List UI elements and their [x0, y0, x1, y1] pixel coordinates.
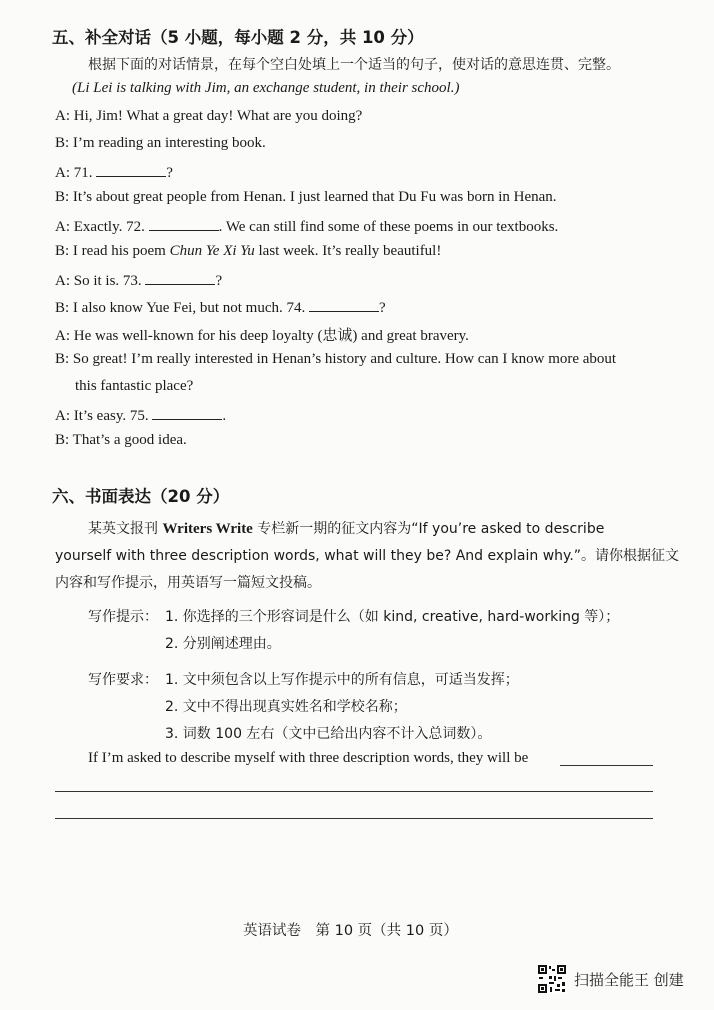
dialogue-line: B: That’s a good idea.	[55, 432, 187, 448]
writing-line[interactable]	[55, 791, 653, 792]
section5-title: 五、补全对话（5 小题，每小题 2 分，共 10 分）	[52, 28, 424, 47]
answer-blank-73[interactable]	[145, 270, 215, 285]
writing-line[interactable]	[55, 818, 653, 819]
dialogue-line-q75: A: It’s easy. 75. .	[55, 405, 226, 425]
dialogue-line-q71: A: 71. ?	[55, 162, 173, 182]
dialogue-line: B: I read his poem Chun Ye Xi Yu last week. It’s really beautiful!	[55, 243, 442, 259]
essay-starter: If I’m asked to describe myself with three description words, they will be	[88, 750, 529, 766]
answer-blank-71[interactable]	[96, 162, 166, 177]
requirement-item-1: 1. 文中须包含以上写作提示中的所有信息，可适当发挥；	[165, 672, 519, 688]
dialogue-line: B: So great! I’m really interested in Henan’s history and culture. How can I know more about	[55, 351, 617, 367]
dialogue-line: A: He was well-known for his deep loyalty (忠诚) and great bravery.	[55, 328, 469, 344]
dialogue-line-q74: B: I also know Yue Fei, but not much. 74. ?	[55, 297, 386, 317]
hint-item-1: 1. 你选择的三个形容词是什么（如 kind, creative, hard-working 等）；	[165, 609, 620, 625]
page-footer: 英语试卷 第 10 页（共 10 页）	[243, 923, 458, 939]
answer-blank-72[interactable]	[149, 216, 219, 231]
answer-blank-74[interactable]	[309, 297, 379, 312]
section6-title: 六、书面表达（20 分）	[52, 487, 230, 506]
answer-blank-75[interactable]	[152, 405, 222, 420]
scanner-watermark: 扫描全能王 创建	[574, 971, 684, 989]
prompt-paragraph-line1: 某英文报刊 Writers Write 专栏新一期的征文内容为“If you’re asked to describe	[88, 521, 605, 537]
column-name: Writers Write	[162, 521, 253, 537]
prompt-paragraph-line3: 内容和写作提示，用英语写一篇短文投稿。	[55, 575, 321, 591]
dialogue-line-q72: A: Exactly. 72. . We can still find some of these poems in our textbooks.	[55, 216, 558, 236]
dialogue-line-continued: this fantastic place?	[75, 378, 194, 394]
dialogue-line: B: I’m reading an interesting book.	[55, 135, 266, 151]
hint-item-2: 2. 分别阐述理由。	[165, 636, 281, 652]
dialogue-line: B: It’s about great people from Henan. I just learned that Du Fu was born in Henan.	[55, 189, 557, 205]
poem-title: Chun Ye Xi Yu	[169, 243, 255, 259]
qr-code-icon	[537, 964, 567, 994]
hint-label: 写作提示：	[88, 609, 158, 625]
requirement-label: 写作要求：	[88, 672, 158, 688]
prompt-paragraph-line2: yourself with three description words, what will they be? And explain why.”。请你根据征文	[55, 548, 680, 564]
dialogue-line-q73: A: So it is. 73. ?	[55, 270, 222, 290]
requirement-item-2: 2. 文中不得出现真实姓名和学校名称；	[165, 699, 407, 715]
dialogue-line: A: Hi, Jim! What a great day! What are you doing?	[55, 108, 363, 124]
dialogue-context: (Li Lei is talking with Jim, an exchange student, in their school.)	[72, 80, 460, 96]
section5-instruction: 根据下面的对话情景，在每个空白处填上一个适当的句子，使对话的意思连贯、完整。	[88, 57, 620, 73]
writing-line-start[interactable]	[560, 765, 653, 766]
requirement-item-3: 3. 词数 100 左右（文中已给出内容不计入总词数）。	[165, 726, 492, 742]
